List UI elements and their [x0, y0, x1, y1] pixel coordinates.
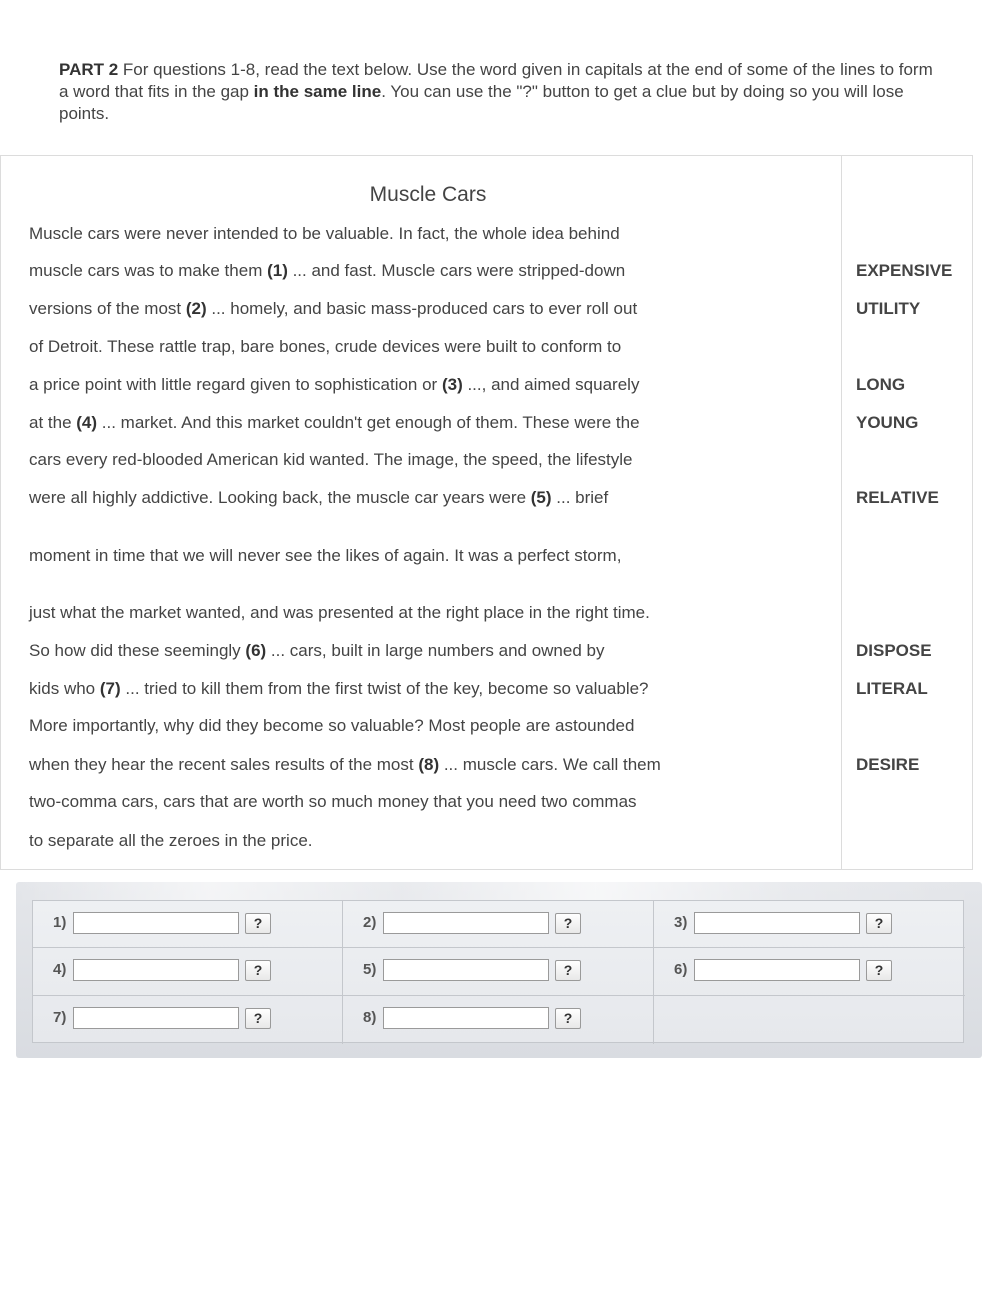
keyword-1: EXPENSIVE: [856, 261, 953, 280]
passage-line-text: when they hear the recent sales results of the most: [29, 755, 419, 774]
keyword-4: YOUNG: [856, 413, 919, 432]
passage-line: [29, 299, 637, 319]
answer-number: 4): [53, 961, 67, 978]
hint-button-5[interactable]: ?: [555, 960, 581, 981]
answer-input-1[interactable]: [73, 912, 239, 934]
instructions-text-b: . You can use the "?" button to get a clue but by doing so you will lose points.: [59, 82, 904, 123]
gap-number: (4): [76, 413, 98, 432]
passage-line-text: kids who: [29, 679, 100, 698]
instructions-text-a: For questions 1-8, read the text below. Use the word given in capitals at the end of some of the lines to form a word that fits in the gap: [59, 60, 933, 101]
passage-line: [29, 413, 640, 433]
passage-line-text: ..., and aimed squarely: [462, 375, 640, 394]
answer-cell-7: [33, 996, 343, 1044]
passage-line: [29, 224, 620, 244]
passage-title: Muscle Cars: [369, 183, 487, 206]
passage-line: [29, 679, 649, 699]
keyword-2: UTILITY: [856, 299, 921, 318]
answer-number: 8): [363, 1009, 377, 1026]
passage-line: [29, 792, 637, 812]
instructions: [59, 59, 939, 125]
answer-cell-6: [654, 948, 965, 996]
answer-cell-5: [343, 948, 654, 996]
answer-cell-8: [343, 996, 654, 1044]
answers-panel: [16, 882, 982, 1058]
passage-line-text: to separate all the zeroes in the price.: [29, 831, 313, 850]
keyword-7: LITERAL: [856, 679, 928, 698]
passage-line: [29, 450, 633, 470]
passage-line-text: ... cars, built in large numbers and owned by: [266, 641, 605, 660]
passage-line-text: ... brief: [551, 488, 609, 507]
answer-input-4[interactable]: [73, 959, 239, 981]
answer-number: 6): [674, 961, 688, 978]
answer-cell-3: [654, 901, 965, 948]
keyword-column-divider: [841, 156, 842, 869]
answer-cell-2: [343, 901, 654, 948]
answer-number: 3): [674, 914, 688, 931]
passage-line: [29, 603, 650, 623]
passage-line: [29, 488, 608, 508]
passage-line-text: ... tried to kill them from the first twist of the key, become so valuable?: [120, 679, 649, 698]
passage-line-text: versions of the most: [29, 299, 186, 318]
answer-input-8[interactable]: [383, 1007, 549, 1029]
answers-grid: [32, 900, 964, 1043]
passage-line: [29, 831, 313, 851]
passage-line: [29, 261, 625, 281]
passage-line: [29, 755, 661, 775]
passage-line: [29, 546, 621, 566]
instructions-bold-phrase: in the same line: [253, 82, 382, 101]
answer-input-6[interactable]: [694, 959, 860, 981]
passage-line-text: So how did these seemingly: [29, 641, 246, 660]
answer-number: 2): [363, 914, 377, 931]
answer-number: 1): [53, 914, 67, 931]
answer-cell-empty: [654, 996, 965, 1044]
answer-input-3[interactable]: [694, 912, 860, 934]
passage-line-text: moment in time that we will never see the likes of again. It was a perfect storm,: [29, 546, 622, 565]
hint-button-4[interactable]: ?: [245, 960, 271, 981]
passage-line: [29, 716, 634, 736]
keyword-5: RELATIVE: [856, 488, 939, 507]
answer-number: 5): [363, 961, 377, 978]
answer-input-7[interactable]: [73, 1007, 239, 1029]
passage-line-text: of Detroit. These rattle trap, bare bones, crude devices were built to conform to: [29, 337, 622, 356]
answer-number: 7): [53, 1009, 67, 1026]
answer-cell-1: [33, 901, 343, 948]
passage-line: [29, 375, 639, 395]
gap-number: (5): [530, 488, 552, 507]
passage-line-text: ... market. And this market couldn't get enough of them. These were the: [97, 413, 640, 432]
hint-button-8[interactable]: ?: [555, 1008, 581, 1029]
part-label: PART 2: [59, 60, 119, 79]
passage-line-text: at the: [29, 413, 77, 432]
passage-line-text: muscle cars was to make them: [29, 261, 268, 280]
passage-line-text: ... and fast. Muscle cars were stripped-down: [287, 261, 626, 280]
answer-cell-4: [33, 948, 343, 996]
gap-number: (7): [99, 679, 121, 698]
passage-line-text: two-comma cars, cars that are worth so much money that you need two commas: [29, 792, 637, 811]
hint-button-1[interactable]: ?: [245, 913, 271, 934]
hint-button-2[interactable]: ?: [555, 913, 581, 934]
gap-number: (6): [245, 641, 267, 660]
keyword-6: DISPOSE: [856, 641, 932, 660]
passage-line-text: a price point with little regard given to sophistication or: [29, 375, 442, 394]
passage-line-text: just what the market wanted, and was presented at the right place in the right time.: [29, 603, 650, 622]
keyword-8: DESIRE: [856, 755, 920, 774]
keyword-3: LONG: [856, 375, 906, 394]
passage-line: [29, 337, 621, 357]
gap-number: (1): [267, 261, 288, 280]
hint-button-3[interactable]: ?: [866, 913, 892, 934]
passage-line-text: Muscle cars were never intended to be valuable. In fact, the whole idea behind: [29, 224, 620, 243]
answer-input-2[interactable]: [383, 912, 549, 934]
gap-number: (2): [185, 299, 207, 318]
hint-button-7[interactable]: ?: [245, 1008, 271, 1029]
answer-input-5[interactable]: [383, 959, 549, 981]
gap-number: (3): [441, 375, 463, 394]
passage-line-text: ... muscle cars. We call them: [439, 755, 661, 774]
passage-line-text: ... homely, and basic mass-produced cars to ever roll out: [206, 299, 638, 318]
passage-line-text: More importantly, why did they become so valuable? Most people are astounded: [29, 716, 635, 735]
passage-line: [29, 641, 604, 661]
gap-number: (8): [418, 755, 440, 774]
passage-line-text: cars every red-blooded American kid wanted. The image, the speed, the lifestyle: [29, 450, 633, 469]
passage-line-text: were all highly addictive. Looking back, the muscle car years were: [29, 488, 531, 507]
hint-button-6[interactable]: ?: [866, 960, 892, 981]
